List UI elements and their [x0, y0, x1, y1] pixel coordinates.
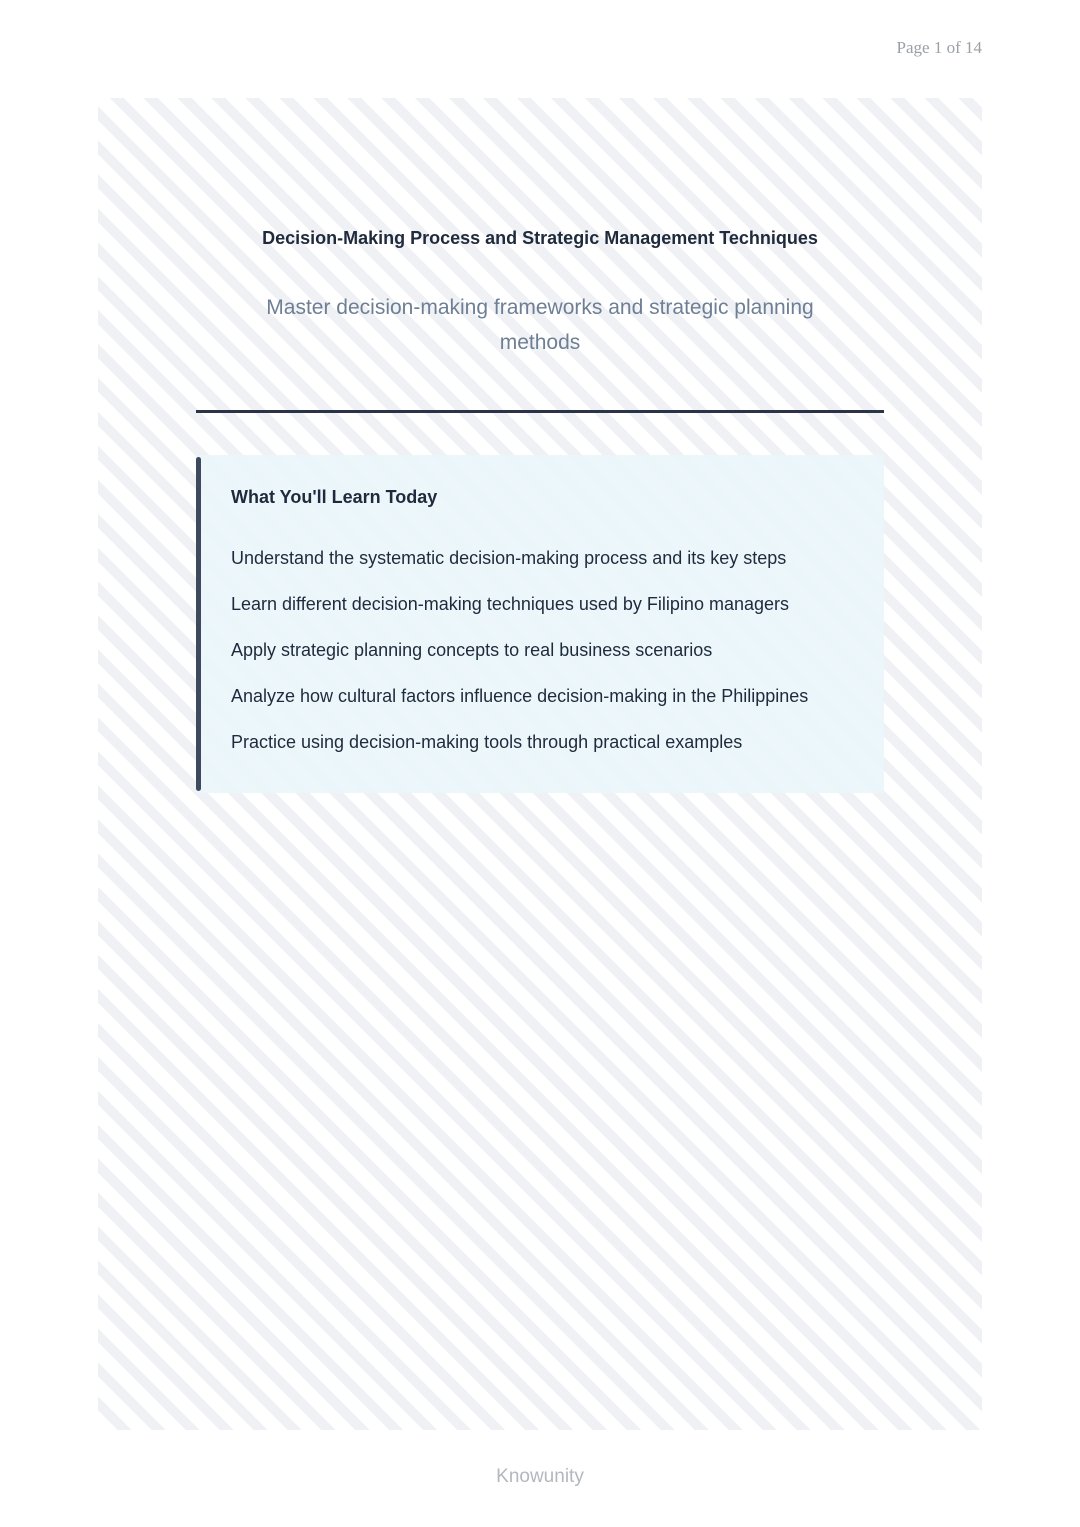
learning-objective-item: Analyze how cultural factors influence decision-making in the Philippines	[231, 686, 809, 706]
title-divider	[196, 410, 884, 413]
content-area	[98, 98, 982, 1430]
learning-objective-item: Learn different decision-making techniques used by Filipino managers	[231, 594, 789, 614]
learning-objective-item: Practice using decision-making tools through practical examples	[231, 732, 743, 752]
document-title: Decision-Making Process and Strategic Management Techniques	[262, 228, 818, 248]
footer-brand: Knowunity	[496, 1466, 584, 1487]
learning-objectives-heading: What You'll Learn Today	[231, 487, 438, 507]
learning-objective-item: Apply strategic planning concepts to real business scenarios	[231, 640, 713, 660]
page-number: Page 1 of 14	[896, 38, 982, 57]
learning-objectives-accent-bar	[196, 457, 201, 791]
learning-objectives-box	[196, 455, 884, 793]
document-subtitle: Master decision-making frameworks and strategic planning methods	[266, 296, 814, 354]
learning-objective-item: Understand the systematic decision-making process and its key steps	[231, 548, 787, 568]
learning-objectives-list	[231, 535, 808, 765]
